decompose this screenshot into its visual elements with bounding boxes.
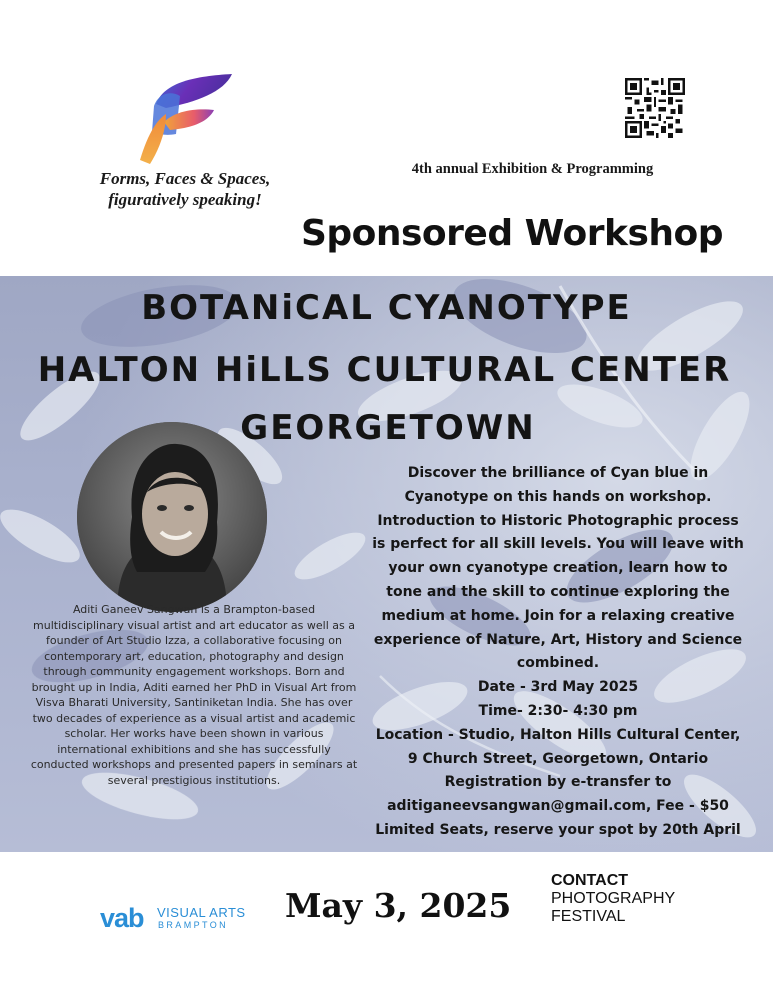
workshop-details (358, 462, 758, 843)
event-date-footer: May 3, 2025 (285, 886, 512, 925)
vab-mark: vab (100, 903, 144, 933)
event-location-1: Location - Studio, Halton Hills Cultural Center, (375, 726, 741, 743)
contact-wordmark: CONTACT (551, 872, 629, 889)
description-line: is perfect for all skill levels. You will leave with (372, 536, 744, 553)
description-line: Introduction to Historic Photographic process (377, 512, 739, 529)
description-line: experience of Nature, Art, History and Science (373, 631, 743, 648)
workshop-title-line-2: HALTON HiLLS CULTURAL CENTER (37, 350, 732, 390)
contact-photography-festival-logo (551, 872, 675, 926)
event-date: Date - 3rd May 2025 (477, 679, 639, 696)
registration-line-1: Registration by e-transfer to (444, 774, 672, 791)
festival-wordmark: FESTIVAL (551, 908, 626, 925)
limited-seats-note: Limited Seats, reserve your spot by 20th April (375, 821, 741, 838)
event-location-2: 9 Church Street, Georgetown, Ontario (407, 750, 709, 767)
tagline-line-1: Forms, Faces & Spaces, (99, 169, 271, 188)
description-line: your own cyanotype creation, learn how to (388, 560, 728, 577)
description-line: medium at home. Join for a relaxing creative (381, 607, 735, 624)
artist-bio: Aditi Ganeev Sangwan is a Brampton-based multidisciplinary visual artist and art educator as well as a founder of Art Studio Izza, a collaborative focusing on contemporary art, education, photography and design through community engagement workshops. Born and brought up in India, Aditi earned her PhD in Visual Art from Visva Bharati University, Santiniketan India. She has over two decades of experience as a visual artist and academic scholar. Her works have been shown in various international exhibitions and she has successfully conducted workshops and presented papers in seminars at several prestigious institutions. (30, 603, 358, 787)
description-line: Cyanotype on this hands on workshop. (404, 488, 712, 505)
artist-portrait (77, 422, 267, 612)
photography-wordmark: PHOTOGRAPHY (551, 890, 676, 907)
tagline (60, 168, 310, 210)
vab-visual-arts: VISUAL ARTS (157, 905, 246, 920)
event-time: Time- 2:30- 4:30 pm (478, 702, 638, 719)
workshop-title-line-1: BOTANiCAL CYANOTYPE (141, 288, 632, 328)
description-line: Discover the brilliance of Cyan blue in (407, 465, 709, 481)
exhibition-subtitle: 4th annual Exhibition & Programming (411, 161, 654, 177)
description-line: tone and the skill to continue exploring the (386, 583, 730, 600)
forms-faces-spaces-logo (136, 74, 234, 166)
visual-arts-brampton-logo (100, 903, 260, 933)
sponsored-workshop-heading: Sponsored Workshop (300, 213, 724, 254)
description-line: combined. (516, 655, 600, 672)
vab-brampton: BRAMPTON (158, 920, 229, 930)
qr-code-icon (625, 78, 685, 138)
registration-line-2: aditiganeevsangwan@gmail.com, Fee - $50 (387, 798, 729, 815)
workshop-title-line-3: GEORGETOWN (240, 408, 536, 448)
tagline-line-2: figuratively speaking! (108, 190, 262, 209)
